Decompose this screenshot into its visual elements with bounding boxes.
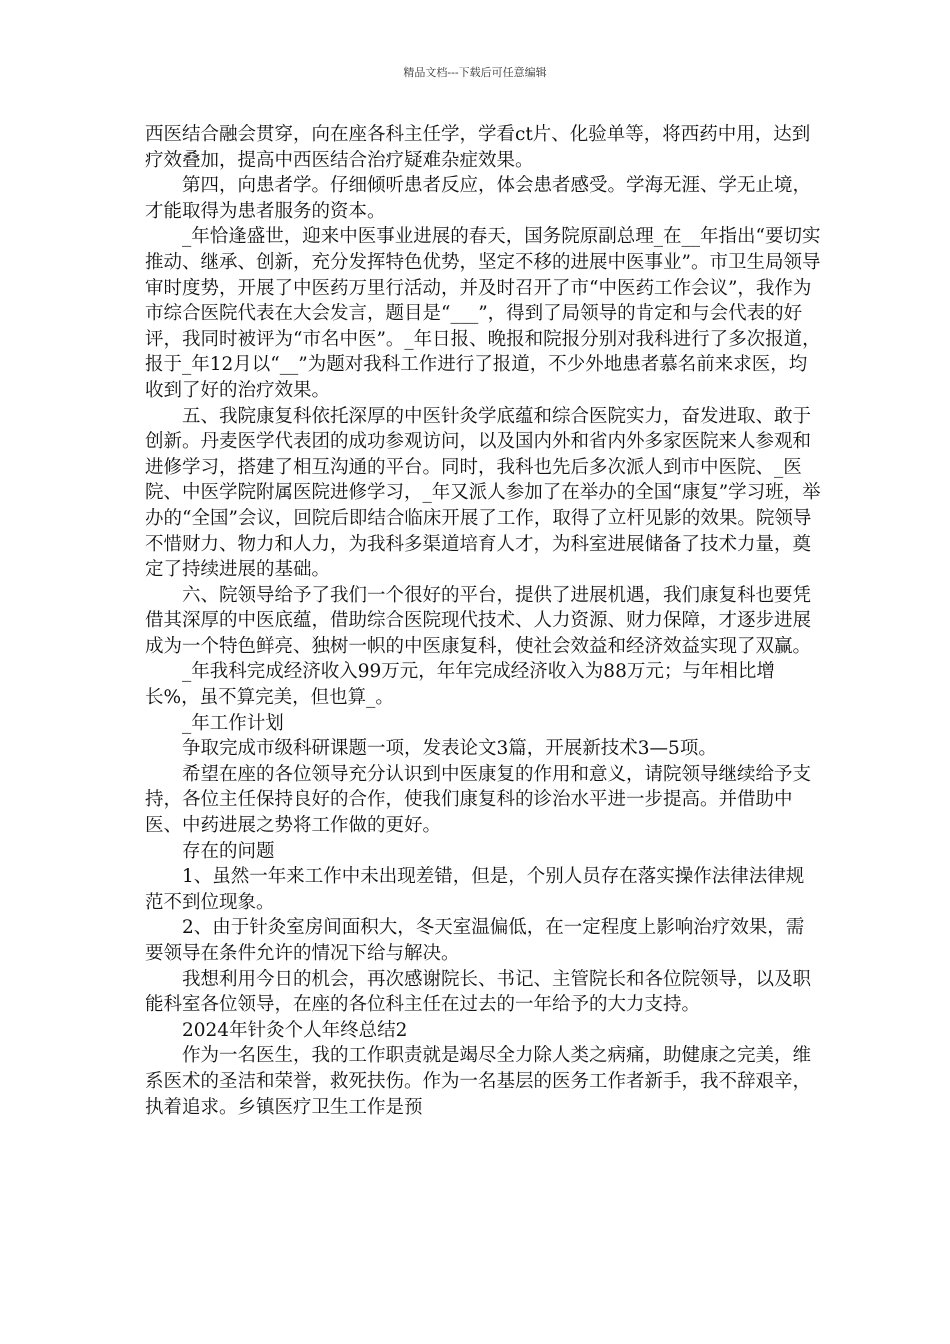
paragraph-10: 2、由于针灸室房间面积大，冬天室温偏低，在一定程度上影响治疗效果，需要领导在条件允许的情况下给与解决。 [145,917,805,964]
section-heading-summary-2: 2024年针灸个人年终总结2 [182,1019,408,1041]
paragraph-8: 希望在座的各位领导充分认识到中医康复的作用和意义，请院领导继续给予支持，各位主任保持良好的合作，使我们康复科的诊治水平进一步提高。并借助中医、中药进展之势将工作做的更好。 [145,763,812,837]
paragraph-11: 我想利用今日的机会，再次感谢院长、书记、主管院长和各位院领导，以及职能科室各位领导，在座的各位科主任在过去的一年给予的大力支持。 [145,968,812,1016]
paragraph-3: _年恰逢盛世，迎来中医事业进展的春天，国务院原副总理_在__年指出“要切实推动、继承、创新，充分发挥特色优势，坚定不移的进展中医事业”。市卫生局领导审时度势，开展了中医药万里行活动，并及时召开了市“中医药工作会议”，我作为市综合医院代表在大会发言，题目是“___”，得到了局领导的肯定和与会代表的好评，我同时被评为“市名中医”。_年日报、晚报和院报分别对我科进行了多次报道，报于_年12月以“__”为题对我科工作进行了报道，不少外地患者慕名前来求医，均收到了好的治疗效果。 [145,226,821,401]
paragraph-12: 作为一名医生，我的工作职责就是竭尽全力除人类之病痛，助健康之完美，维系医术的圣洁和荣誉，救死扶伤。作为一名基层的医务工作者新手，我不辞艰辛，执着追求。乡镇医疗卫生工作是预 [145,1045,812,1118]
document-body [145,122,821,1120]
paragraph-5: 六、院领导给予了我们一个很好的平台，提供了进展机遇，我们康复科也要凭借其深厚的中医底蕴，借助综合医院现代技术、人力资源、财力保障，才逐步进展成为一个特色鲜亮、独树一帜的中医康复科，使社会效益和经济效益实现了双赢。 [145,584,812,657]
paragraph-9: 1、虽然一年来工作中未出现差错，但是，个别人员存在落实操作法律法律规范不到位现象。 [145,866,805,913]
paragraph-2: 第四，向患者学。仔细倾听患者反应，体会患者感受。学海无涯、学无止境，才能取得为患者服务的资本。 [145,175,812,222]
paragraph-4: 五、我院康复科依托深厚的中医针灸学底蕴和综合医院实力，奋发进取、敢于创新。丹麦医学代表团的成功参观访问，以及国内外和省内外多家医院来人参观和进修学习，搭建了相互沟通的平台。同时，我科也先后多次派人到市中医院、_医院、中医学院附属医院进修学习，_年又派人参加了在举办的全国“康复”学习班，举办的“全国”会议，回院后即结合临床开展了工作，取得了立杆见影的效果。院领导不惜财力、物力和人力，为我科多渠道培育人才，为科室进展储备了技术力量，奠定了持续进展的基础。 [145,405,821,581]
paragraph-6: _年我科完成经济收入99万元，年年完成经济收入为88万元；与年相比增长%，虽不算完美，但也算_。 [145,661,775,709]
section-heading-work-plan: _年工作计划 [182,712,284,734]
section-heading-problems: 存在的问题 [182,840,275,862]
paragraph-1: 西医结合融会贯穿，向在座各科主任学，学看ct片、化验单等，将西药中用，达到疗效叠加，提高中西医结合治疗疑难杂症效果。 [145,124,811,171]
page-header: 精品文档---下载后可任意编辑 [403,66,547,79]
paragraph-7: 争取完成市级科研课题一项，发表论文3篇，开展新技术3—5项。 [182,738,717,760]
